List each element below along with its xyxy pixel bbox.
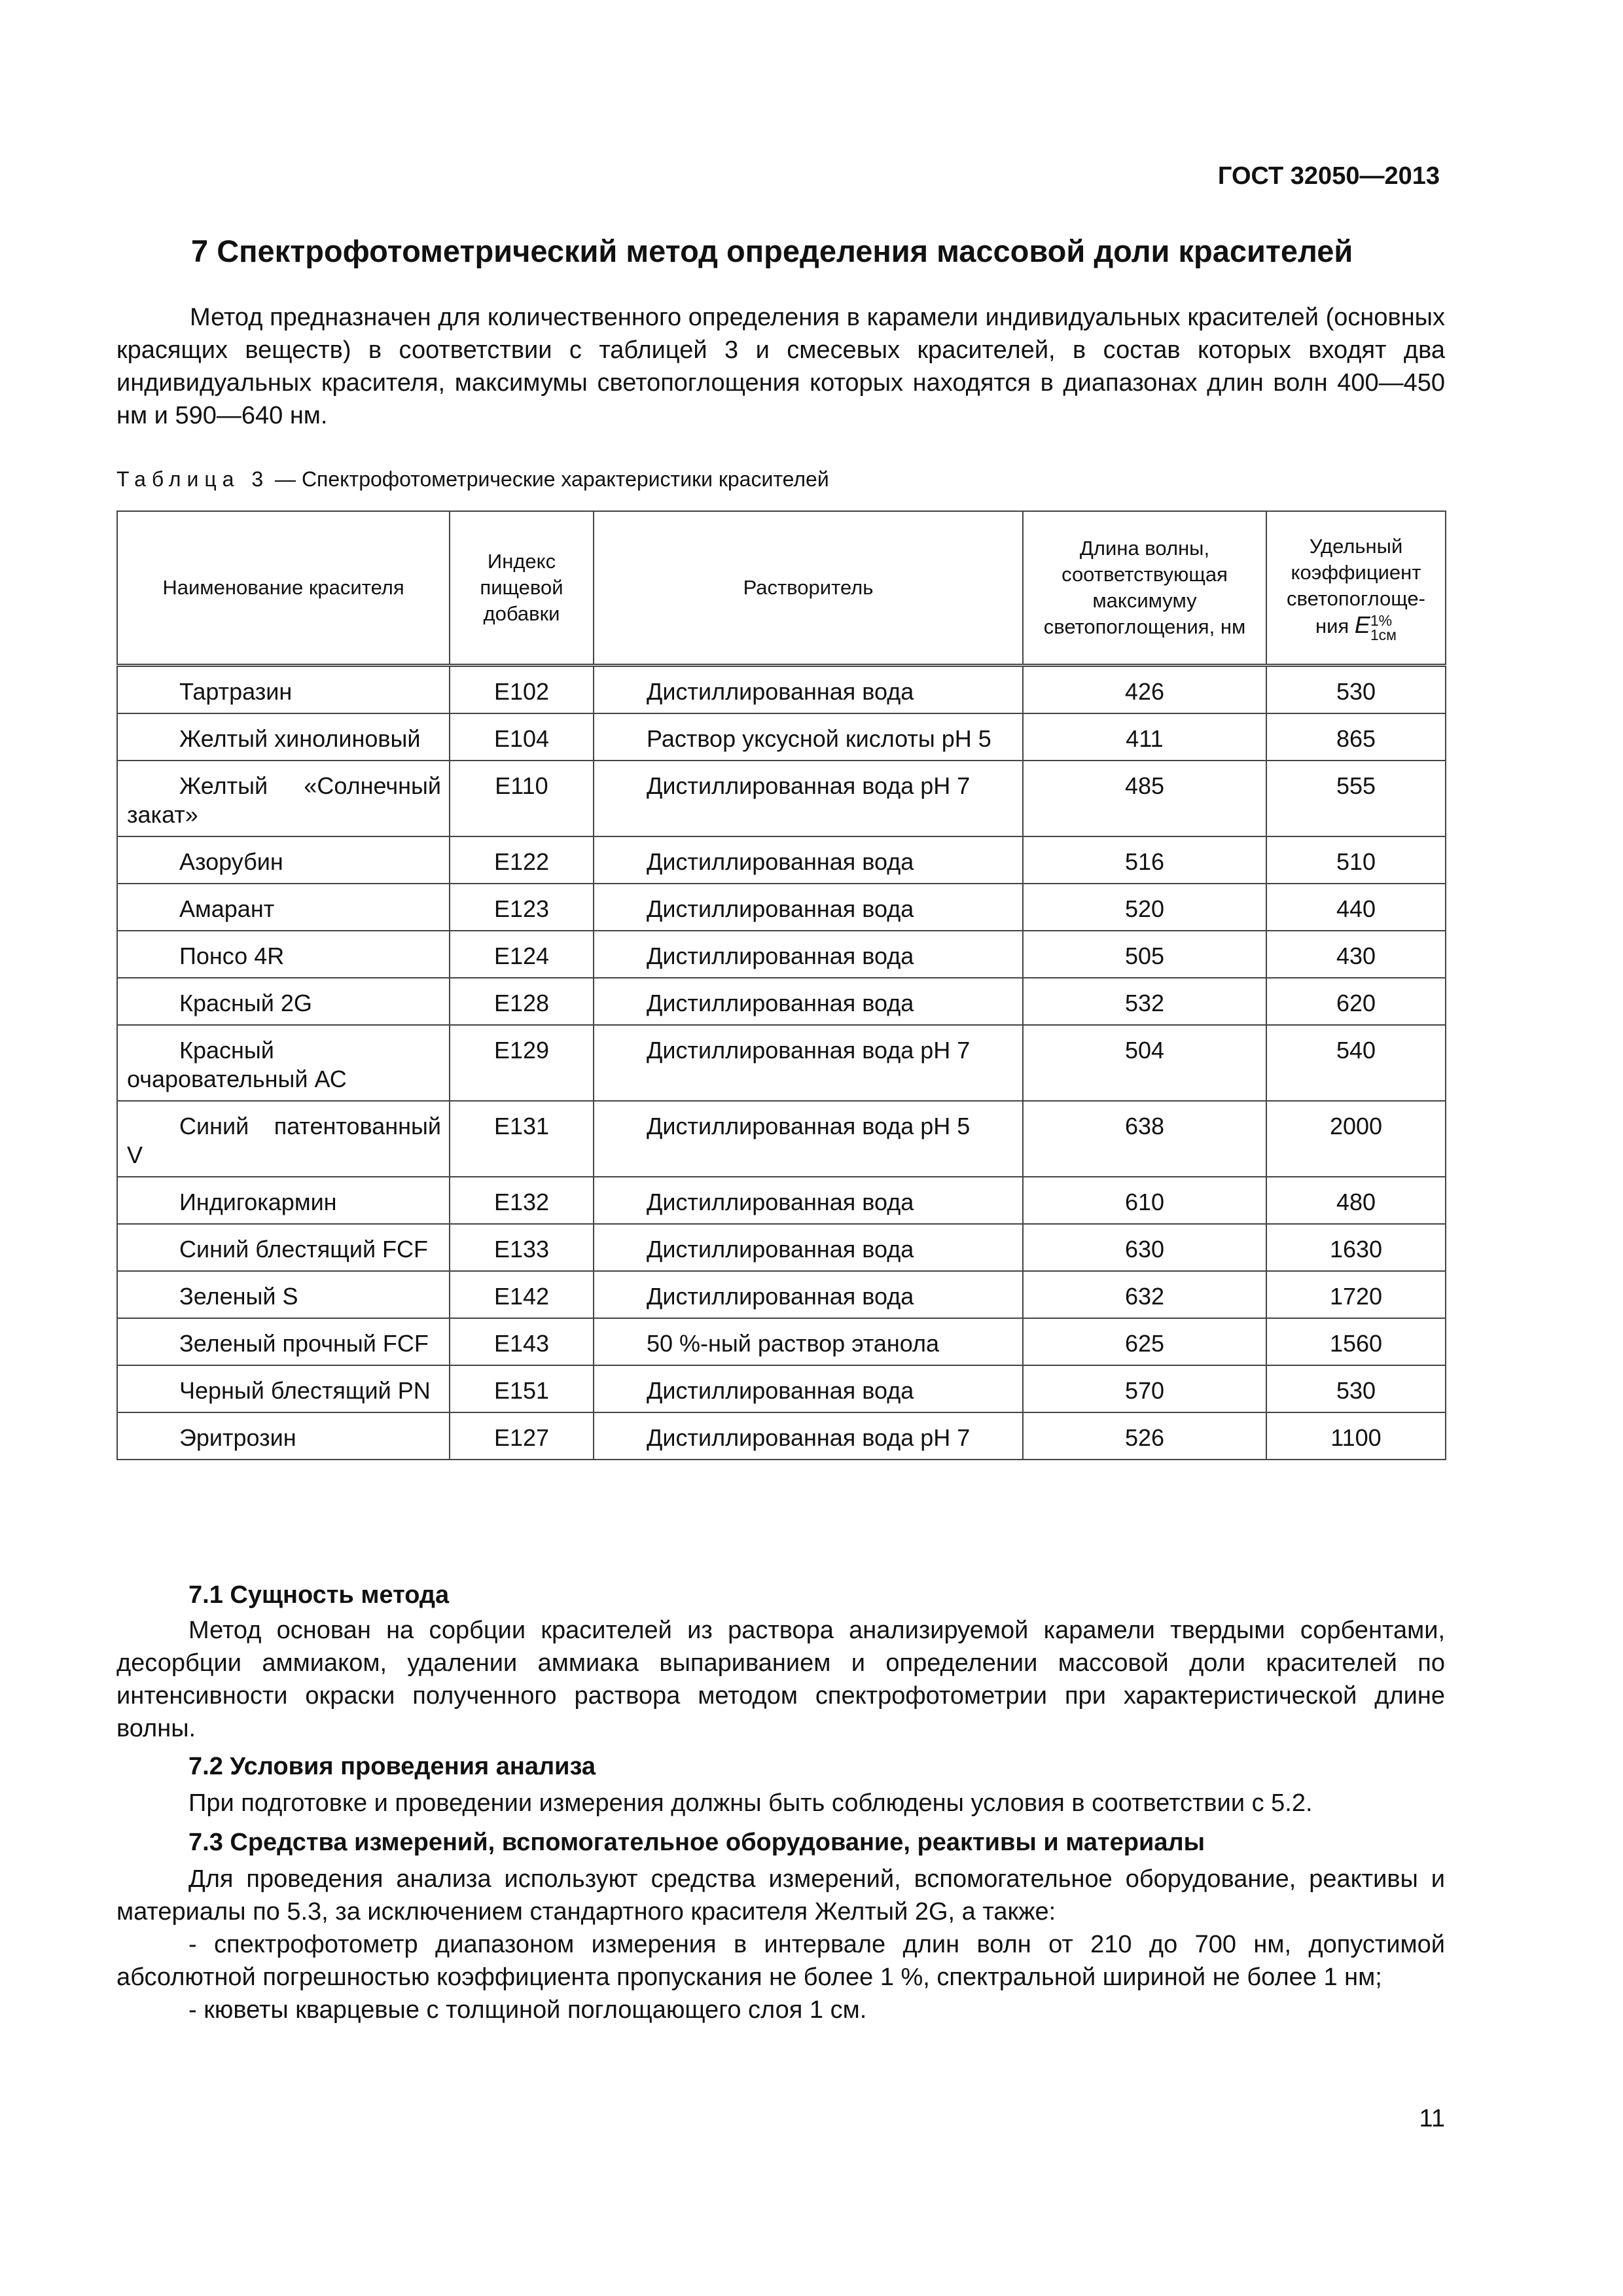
cell-solvent: Дистиллированная вода рН 7 [594,1025,1023,1101]
cell-solvent: 50 %-ный раствор этанола [594,1318,1023,1365]
cell-dye-name: Азорубин [117,836,450,884]
cell-solvent: Дистиллированная вода [594,1365,1023,1412]
cell-wavelength: 532 [1023,978,1266,1025]
cell-dye-name: Синий блестящий FCF [117,1224,450,1271]
cell-wavelength: 610 [1023,1177,1266,1224]
header-additive-index: Индекс пищевой добавки [450,511,594,666]
intro-paragraph: Метод предназначен для количественного определения в карамели индивидуальных красителей (основных красящих веществ) в соответствии с таблицей 3 и смесевых красителей, в состав которых входят два индивидуальных красителя, максимумы светопоглощения которых находятся в диапазонах длин волн 400—450 нм и 590—640 нм. [116,304,1445,429]
list-item-cuvettes: - кюветы кварцевые с толщиной поглощающего слоя 1 см. [188,1996,867,2024]
cell-wavelength: 638 [1023,1101,1266,1177]
cell-additive-index: Е110 [450,761,594,836]
table-row [117,931,1446,978]
cell-coefficient: 555 [1266,761,1446,836]
subsection-7-3-text: Для проведения анализа используют средства измерений, вспомогательное оборудование, реактивы и материалы по 5.3, за исключением стандартного красителя Желтый 2G, а также: [116,1865,1445,1926]
cell-wavelength: 625 [1023,1318,1266,1365]
cell-dye-name: Понсо 4R [117,931,450,978]
cell-solvent: Дистиллированная вода [594,884,1023,931]
cell-additive-index: Е143 [450,1318,594,1365]
table-row [117,1101,1446,1177]
table-row [117,884,1446,931]
cell-dye-name: Желтый «Солнечный закат» [117,761,450,836]
cell-additive-index: Е151 [450,1365,594,1412]
table-caption [116,467,829,492]
section-title: 7 Спектрофотометрический метод определения массовой доли красителей [191,234,1353,268]
table-row [117,1271,1446,1318]
header-coefficient-text: Удельный коэффициент светопоглоще-ния [1287,535,1425,638]
cell-dye-name: Красный 2G [117,978,450,1025]
cell-solvent: Дистиллированная вода [594,978,1023,1025]
table-row [117,761,1446,836]
cell-wavelength: 570 [1023,1365,1266,1412]
cell-coefficient: 510 [1266,836,1446,884]
cell-additive-index: Е142 [450,1271,594,1318]
table-header-row [117,511,1446,666]
subsection-7-3-title: 7.3 Средства измерений, вспомогательное оборудование, реактивы и материалы [188,1829,1205,1856]
cell-solvent: Дистиллированная вода [594,836,1023,884]
cell-coefficient: 480 [1266,1177,1446,1224]
cell-coefficient: 530 [1266,1365,1446,1412]
list-item-spectrophotometer: - спектрофотометр диапазоном измерения в интервале длин волн от 210 до 700 нм, допустимой абсолютной погрешностью коэффициента пропускания не более 1 %, спектральной шириной не более 1 нм; [116,1931,1445,1991]
cell-coefficient: 1630 [1266,1224,1446,1271]
cell-solvent: Дистиллированная вода [594,1224,1023,1271]
cell-dye-name: Красный очаровательный АС [117,1025,450,1101]
cell-wavelength: 411 [1023,713,1266,761]
cell-coefficient: 1560 [1266,1318,1446,1365]
cell-coefficient: 440 [1266,884,1446,931]
cell-coefficient: 530 [1266,666,1446,714]
cell-additive-index: Е124 [450,931,594,978]
cell-additive-index: Е123 [450,884,594,931]
cell-dye-name: Эритрозин [117,1412,450,1460]
coefficient-symbol: E [1354,611,1370,639]
cell-additive-index: Е102 [450,666,594,714]
cell-dye-name: Зеленый прочный FCF [117,1318,450,1365]
cell-coefficient: 1100 [1266,1412,1446,1460]
cell-dye-name: Черный блестящий PN [117,1365,450,1412]
table-caption-text: — Спектрофотометрические характеристики красителей [269,467,829,491]
cell-wavelength: 505 [1023,931,1266,978]
cell-additive-index: Е133 [450,1224,594,1271]
document-code: ГОСТ 32050—2013 [1217,162,1440,190]
cell-additive-index: Е127 [450,1412,594,1460]
table-row [117,1365,1446,1412]
header-wavelength: Длина волны, соответствующая максимуму светопоглощения, нм [1023,511,1266,666]
dye-characteristics-table [116,511,1446,1460]
table-caption-lead: Таблица 3 [116,467,270,491]
subsection-7-1-title: 7.1 Сущность метода [188,1581,450,1609]
cell-solvent: Дистиллированная вода [594,666,1023,714]
cell-dye-name: Синий патентованный V [117,1101,450,1177]
table-row [117,713,1446,761]
subsection-7-2-text: При подготовке и проведении измерения должны быть соблюдены условия в соответствии с 5.2. [188,1789,1313,1817]
cell-additive-index: Е132 [450,1177,594,1224]
table-row [117,1025,1446,1101]
cell-solvent: Дистиллированная вода [594,1177,1023,1224]
cell-additive-index: Е122 [450,836,594,884]
cell-wavelength: 426 [1023,666,1266,714]
cell-coefficient: 865 [1266,713,1446,761]
cell-additive-index: Е131 [450,1101,594,1177]
subsection-7-2-title: 7.2 Условия проведения анализа [188,1753,596,1780]
cell-solvent: Дистиллированная вода рН 7 [594,761,1023,836]
cell-coefficient: 1720 [1266,1271,1446,1318]
cell-wavelength: 632 [1023,1271,1266,1318]
cell-dye-name: Амарант [117,884,450,931]
cell-solvent: Дистиллированная вода рН 5 [594,1101,1023,1177]
header-solvent: Растворитель [594,511,1023,666]
cell-coefficient: 430 [1266,931,1446,978]
cell-wavelength: 526 [1023,1412,1266,1460]
cell-solvent: Раствор уксусной кислоты рН 5 [594,713,1023,761]
coefficient-superscript: 1% [1370,611,1393,629]
cell-dye-name: Индигокармин [117,1177,450,1224]
table-row [117,666,1446,714]
coefficient-subscript: 1см [1370,626,1397,643]
cell-coefficient: 2000 [1266,1101,1446,1177]
table-row [117,836,1446,884]
table-row [117,1412,1446,1460]
subsection-7-1-text: Метод основан на сорбции красителей из раствора анализируемой карамели твердыми сорбентами, десорбции аммиаком, удалении аммиака выпариванием и определении массовой доли красителей по интенсивности окраски полученного раствора методом спектрофотометрии при характеристической длине волны. [116,1617,1445,1742]
cell-additive-index: Е129 [450,1025,594,1101]
cell-coefficient: 620 [1266,978,1446,1025]
cell-additive-index: Е128 [450,978,594,1025]
cell-wavelength: 485 [1023,761,1266,836]
cell-solvent: Дистиллированная вода [594,931,1023,978]
cell-solvent: Дистиллированная вода рН 7 [594,1412,1023,1460]
cell-wavelength: 630 [1023,1224,1266,1271]
cell-solvent: Дистиллированная вода [594,1271,1023,1318]
cell-wavelength: 504 [1023,1025,1266,1101]
cell-wavelength: 520 [1023,884,1266,931]
cell-dye-name: Тартразин [117,666,450,714]
table-row [117,1177,1446,1224]
cell-wavelength: 516 [1023,836,1266,884]
cell-additive-index: Е104 [450,713,594,761]
cell-dye-name: Желтый хинолиновый [117,713,450,761]
cell-dye-name: Зеленый S [117,1271,450,1318]
header-dye-name: Наименование красителя [117,511,450,666]
table-row [117,1224,1446,1271]
header-coefficient [1266,511,1446,666]
page-number: 11 [1419,2105,1445,2132]
cell-coefficient: 540 [1266,1025,1446,1101]
table-row [117,978,1446,1025]
table-row [117,1318,1446,1365]
